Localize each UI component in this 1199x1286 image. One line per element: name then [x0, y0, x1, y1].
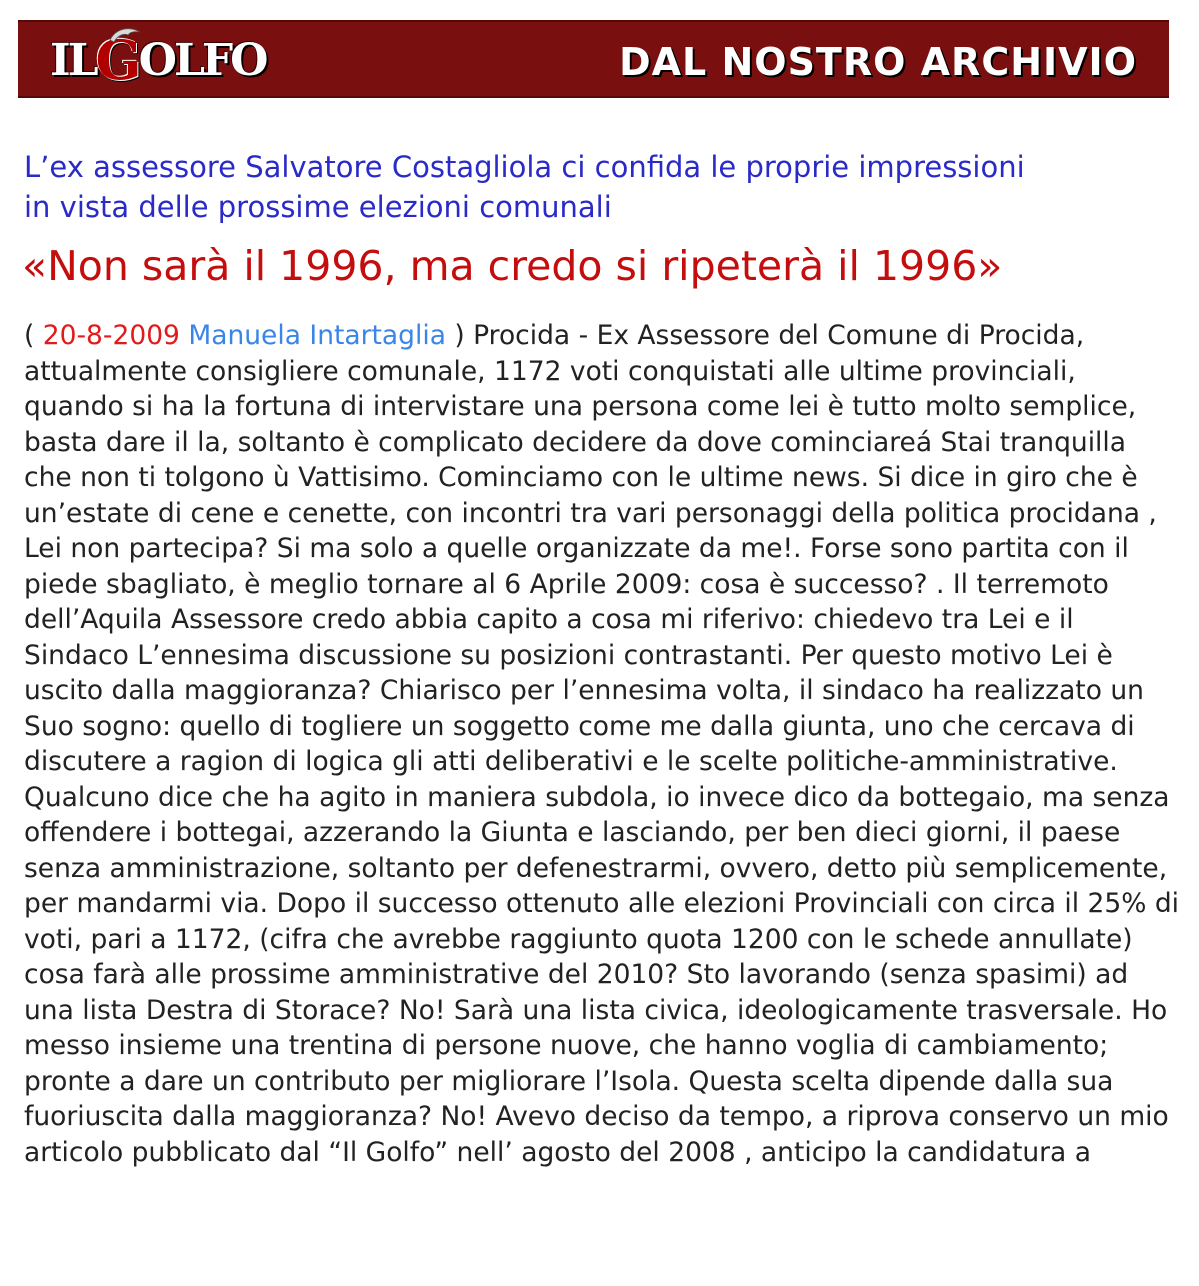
- close-paren: ): [445, 320, 465, 351]
- author-link[interactable]: Manuela Intartaglia: [188, 320, 446, 351]
- article-date: 20-8-2009: [42, 320, 180, 351]
- subtitle-line-2: in vista delle prossime elezioni comunali: [24, 190, 612, 224]
- article-headline: «Non sarà il 1996, ma credo si ripeterà il 1996»: [22, 242, 1003, 290]
- header-banner: [18, 20, 1169, 98]
- article-body: [24, 318, 1179, 1170]
- section-title: DAL NOSTRO ARCHIVIO: [619, 40, 1137, 84]
- article-subtitle: [24, 147, 1174, 227]
- dolphin-icon: [108, 26, 142, 44]
- open-paren: (: [24, 320, 43, 351]
- il-golfo-logo[interactable]: IL G OLFO: [50, 28, 266, 92]
- subtitle-line-1: L’ex assessore Salvatore Costagliola ci confida le proprie impressioni: [24, 150, 1025, 184]
- article-text: Procida - Ex Assessore del Comune di Procida, attualmente consigliere comunale, 1172 voti conquistati alle ultime provinciali, quando si ha la fortuna di intervistare una persona come lei è tutto molto semplice, basta dare il la, soltanto è complicato decidere da dove cominciareá Stai tranquilla che non ti tolgono ù Vattisimo. Cominciamo con le ultime news. Si dice in giro che è un’estate di cene e cenette, con incontri tra vari personaggi della politica procidana , Lei non partecipa? Si ma solo a quelle organizzate da me!. Forse sono partita con il piede sbagliato, è meglio tornare al 6 Aprile 2009: cosa è successo? . Il terremoto dell’Aquila Assessore credo abbia capito a cosa mi riferivo: chiedevo tra Lei e il Sindaco L’ennesima discussione su posizioni contrastanti. Per questo motivo Lei è uscito dalla maggioranza? Chiarisco per l’ennesima volta, il sindaco ha realizzato un Suo sogno: quello di togliere un soggetto come me dalla giunta, uno che cercava di discutere a ragion di logica gli atti deliberativi e le scelte politiche-amministrative. Qualcuno dice che ha agito in maniera subdola, io invece dico da bottegaio, ma senza offendere i bottegai, azzerando la Giunta e lasciando, per ben dieci giorni, il paese senza amministrazione, soltanto per defenestrarmi, ovvero, detto più semplicemente, per mandarmi via. Dopo il successo ottenuto alle elezioni Provinciali con circa il 25% di voti, pari a 1172, (cifra che avrebbe raggiunto quota 1200 con le schede annullate) cosa farà alle prossime amministrative del 2010? Sto lavorando (senza spasimi) ad una lista Destra di Storace? No! Sarà una lista civica, ideologicamente trasversale. Ho messo insieme una trentina di persone nuove, che hanno voglia di cambiamento; pronte a dare un contributo per migliorare l’Isola. Questa scelta dipende dalla sua fuoriuscita dalla maggioranza? No! Avevo deciso da tempo, a riprova conservo un mio articolo pubblicato dal “Il Golfo” nell’ agosto del 2008 , anticipo la candidatura a: [24, 320, 1180, 1168]
